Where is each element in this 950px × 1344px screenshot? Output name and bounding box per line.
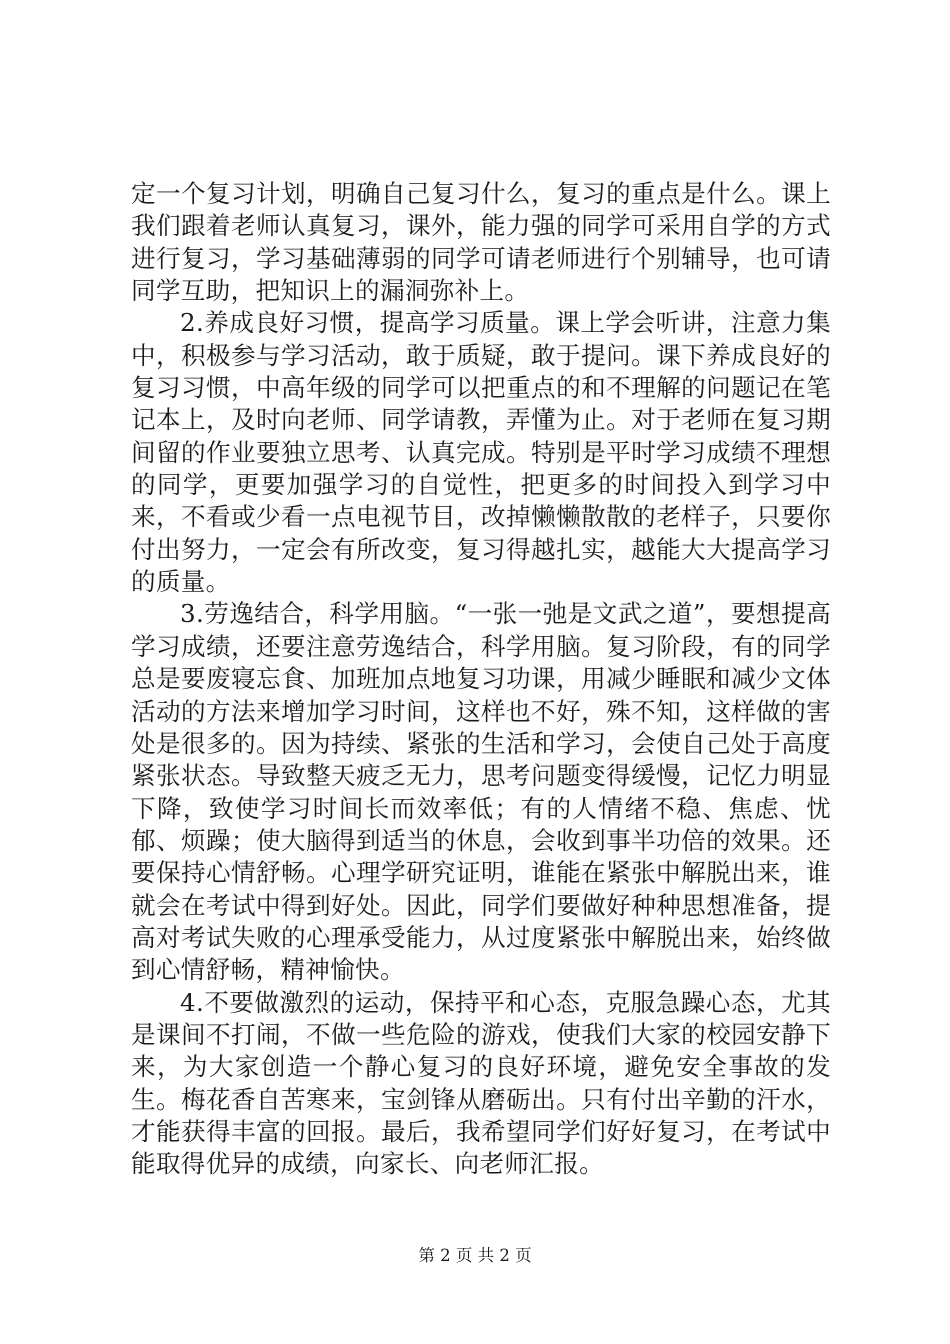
paragraph-continuation: 定一个复习计划，明确自己复习什么，复习的重点是什么。课上我们跟着老师认真复习，课外，能力强的同学可采用自学的方式进行复习，学习基础薄弱的同学可请老师进行个别辅导，也可请同学互助，把知识上的漏洞弥补上。 — [131, 179, 831, 306]
page-number-footer: 第 2 页 共 2 页 — [418, 1246, 532, 1265]
paragraph-point-2: 2.养成良好习惯，提高学习质量。课上学会听讲，注意力集中，积极参与学习活动，敢于质疑，敢于提问。课下养成良好的复习习惯，中高年级的同学可以把重点的和不理解的问题记在笔记本上，及时向老师、同学请教，弄懂为止。对于老师在复习期间留的作业要独立思考、认真完成。特别是平时学习成绩不理想的同学，更要加强学习的自觉性，把更多的时间投入到学习中来，不看或少看一点电视节目，改掉懒懒散散的老样子，只要你付出努力，一定会有所改变，复习得越扎实，越能大大提高学习的质量。 — [131, 308, 831, 597]
paragraph-point-3: 3.劳逸结合，科学用脑。“一张一弛是文武之道”，要想提高学习成绩，还要注意劳逸结合，科学用脑。复习阶段，有的同学总是要废寝忘食、加班加点地复习功课，用减少睡眠和减少文体活动的方法来增加学习时间，这样也不好，殊不知，这样做的害处是很多的。因为持续、紧张的生活和学习，会使自己处于高度紧张状态。导致整天疲乏无力，思考问题变得缓慢，记忆力明显下降，致使学习时间长而效率低；有的人情绪不稳、焦虑、忧郁、烦躁；使大脑得到适当的休息，会收到事半功倍的效果。还要保持心情舒畅。心理学研究证明，谁能在紧张中解脱出来，谁就会在考试中得到好处。因此，同学们要做好种种思想准备，提高对考试失败的心理承受能力，从过度紧张中解脱出来，始终做到心情舒畅，精神愉快。 — [131, 599, 831, 985]
document-body — [131, 178, 831, 1181]
paragraph-point-4: 4.不要做激烈的运动，保持平和心态，克服急躁心态，尤其是课间不打闹，不做一些危险的游戏，使我们大家的校园安静下来，为大家创造一个静心复习的良好环境，避免安全事故的发生。梅花香自苦寒来，宝剑锋从磨砺出。只有付出辛勤的汗水，才能获得丰富的回报。最后，我希望同学们好好复习，在考试中能取得优异的成绩，向家长、向老师汇报。 — [131, 987, 831, 1179]
